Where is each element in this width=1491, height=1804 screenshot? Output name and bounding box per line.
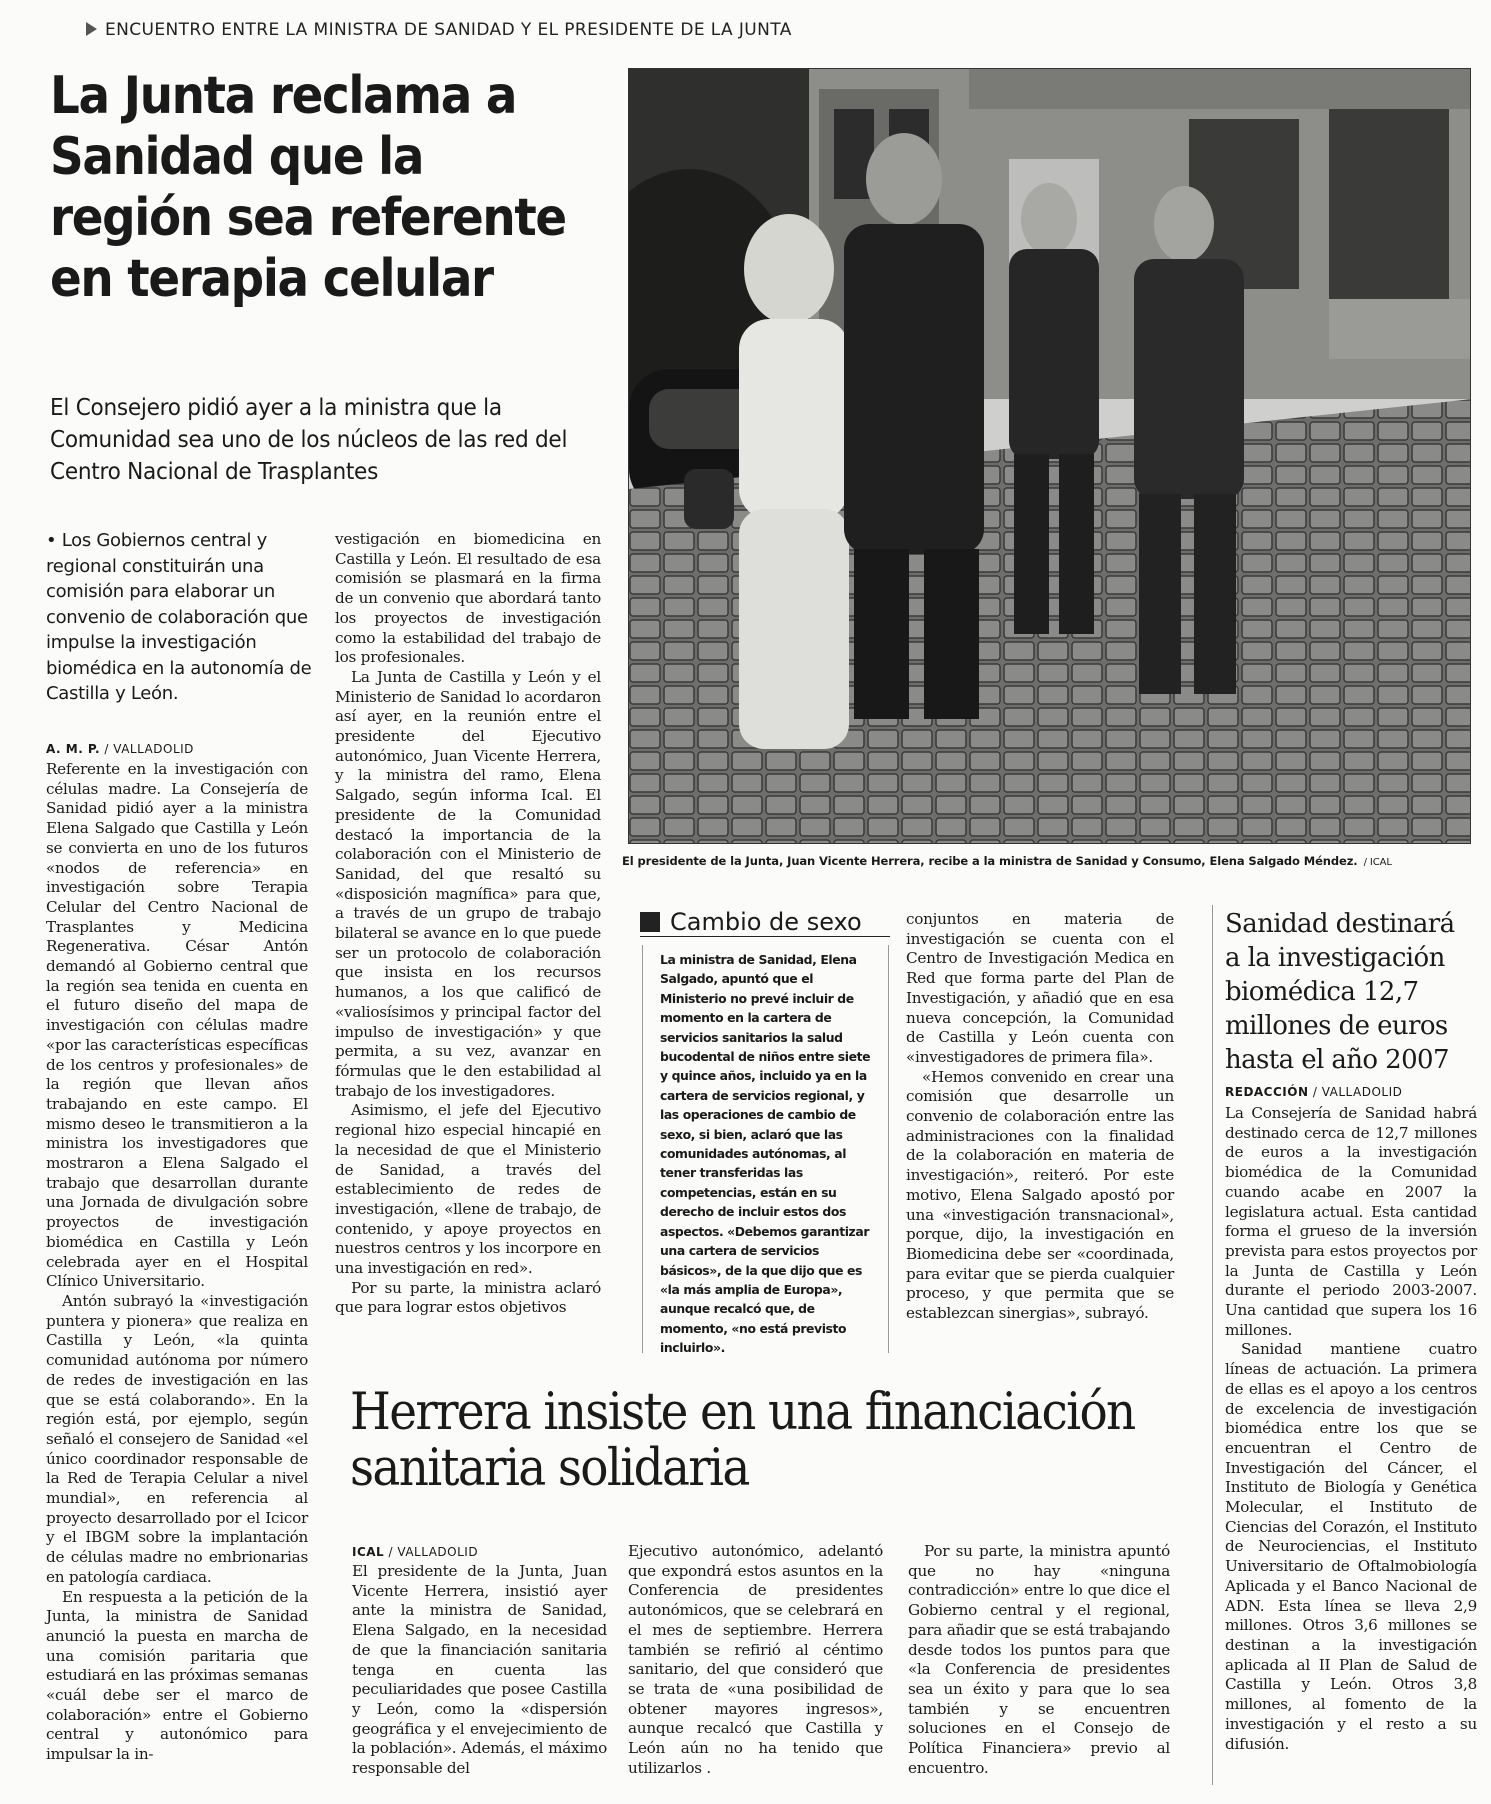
box-title-rule [640, 936, 890, 937]
right-story-title: Sanidad destinará a la investigación biomédica 12,7 millones de euros hasta el año 2007 [1225, 909, 1455, 1075]
photo-caption [622, 854, 1480, 868]
byline-author: ICAL [352, 1545, 385, 1559]
right-story-byline [1225, 1085, 1402, 1099]
box-title [640, 908, 862, 936]
box-left-rule [642, 945, 643, 1353]
headline: La Junta reclama a Sanidad que la región sea referente en terapia celular [50, 66, 566, 309]
paragraph: Antón subrayó la «investigación puntera y pionera» que realiza en Castilla y León, «la quinta comunidad autónoma por número de redes de investigación en las que se está colaborando». En la región está, por ejemplo, según señaló el consejero de Sanidad «el único coordinador responsable de la Red de Terapia Celular a nivel mundial», en referencia al proyecto desarrollado por el Icicor y el IBGM sobre la implantación de células madre no embrionarias en patología cardiaca. [46, 1291, 308, 1586]
caption-text: El presidente de la Junta, Juan Vicente Herrera, recibe a la ministra de Sanidad y Consumo, Elena Salgado Méndez. [622, 854, 1358, 868]
second-story-title: Herrera insiste en una financiación sanitaria solidaria [350, 1383, 1135, 1498]
main-column-3 [906, 910, 1174, 1324]
second-story-column-2 [628, 1542, 883, 1778]
main-column-2 [335, 530, 601, 1318]
paragraph: El presidente de la Junta, Juan Vicente Herrera, insistió ayer ante la ministra de Sanidad, Elena Salgado, en la necesidad de que la financiación sanitaria tenga en cuenta las peculiaridades que posee Castilla y León, como la «dispersión geográfica y el envejecimiento de la población». Además, el máximo responsable del [352, 1562, 607, 1778]
box-right-rule [888, 945, 889, 1353]
kicker [86, 20, 792, 40]
paragraph: Por su parte, la ministra aclaró que para lograr estos objetivos [335, 1278, 601, 1317]
paragraph: Ejecutivo autonómico, adelantó que expondrá estos asuntos en la Conferencia de presidentes autonómicos, que se celebrará en el mes de septiembre. Herrera también se refirió al céntimo sanitario, del que consideró que se trata de «una posibilidad de obtener mayores ingresos», aunque recalcó que Castilla y León aún no ha tenido que utilizarlos . [628, 1542, 883, 1777]
paragraph: En respuesta a la petición de la Junta, la ministra de Sanidad anunció la puesta en marcha de una comisión paritaria que estudiará en las próximas semanas «cuál debe ser el marco de colaboración» entre el Gobierno central y autonómico para impulsar la in- [46, 1587, 308, 1764]
news-photo [628, 68, 1471, 844]
box-text: La ministra de Sanidad, Elena Salgado, apuntó que el Ministerio no prevé incluir de momento en la cartera de servicios sanitarios la salud bucodental de niños entre siete y quince años, incluido ya en la cartera de servicios regional, y las operaciones de cambio de sexo, si bien, aclaró que las comunidades autónomas, al tener transferidas las competencias, están en su derecho de incluir estos dos aspectos. «Debemos garantizar una cartera de servicios básicos», de la que dijo que es «la más amplia de Europa», aunque recalcó que, de momento, «no está previsto incluirlo». [660, 952, 871, 1356]
byline-author: REDACCIÓN [1225, 1085, 1309, 1099]
paragraph: «Hemos convenido en crear una comisión que desarrolle un convenio de colaboración entre las administraciones con la finalidad de la colaboración en materia de investigación», reiteró. Por este motivo, Elena Salgado apostó por una «investigación transnacional», porque, dijo, la investigación en Biomedicina debe ser «coordinada, para evitar que se pierda cualquier proceso, y que permita que se establezcan sinergias», subrayó. [906, 1067, 1174, 1323]
box-logo-icon [640, 912, 660, 932]
paragraph: conjuntos en materia de investigación se cuenta con el Centro de Investigación Medica en Red que forma parte del Plan de Investigación, y añadió que en esa nueva concepción, la Comunidad de Castilla y León cuenta con «investigadores de primera fila». [906, 910, 1174, 1066]
byline-place: / VALLADOLID [1312, 1085, 1403, 1099]
paragraph: Referente en la investigación con células madre. La Consejería de Sanidad pidió ayer a la ministra Elena Salgado que Castilla y León se convierta en uno de los futuros «nodos de referencia» en investigación sobre Terapia Celular del Centro Nacional de Trasplantes y Medicina Regenerativa. César Antón demandó al Gobierno central que la región sea tenida en cuenta en el futuro diseño del mapa de investigación con células madre «por las características específicas de los centros y profesionales» de la región que llevan años trabajando en este campo. El mismo deseo le transmitieron a la ministra los investigadores que mostraron a Elena Salgado el trabajo que desarrollan durante una Jornada de divulgación sobre proyectos de investigación biomédica en Castilla y León celebrada ayer en el Hospital Clínico Universitario. [46, 760, 308, 1291]
photo-credit: / ICAL [1363, 857, 1392, 868]
paragraph: Sanidad mantiene cuatro líneas de actuación. La primera de ellas es el apoyo a los centros de excelencia de investigación biomédica entre los que se encuentran el Centro de Investigación del Cáncer, el Instituto de Biología y Genética Molecular, el Instituto de Ciencias del Corazón, el Instituto de Neurociencias, el Instituto Universitario de Oftalmobiología Aplicada y el Banco Nacional de ADN. Esta línea se lleva 2,9 millones. Otros 3,6 millones se destinan a la investigación aplicada al II Plan de Salud de Castilla y León. Otros 3,8 millones, al fomento de la investigación y el resto a su difusión. [1225, 1340, 1477, 1753]
right-story-text [1225, 1104, 1477, 1754]
byline-place: / VALLADOLID [104, 742, 194, 756]
paragraph: La Consejería de Sanidad habrá destinado cerca de 12,7 millones de euros a la investigación biomédica de la Comunidad cuando acabe en 2007 la legislatura actual. Esta cantidad forma el grueso de la inversión prevista para estos proyectos por la Junta de Castilla y León durante el periodo 2003-2007. Una cantidad que supera los 16 millones. [1225, 1104, 1477, 1339]
second-story-column-1 [352, 1562, 607, 1779]
lead-summary: • Los Gobiernos central y regional constituirán una comisión para elaborar un convenio de colaboración que impulse la investigación biomédica en la autonomía de Castilla y León. [46, 530, 312, 704]
subheadline: El Consejero pidió ayer a la ministra que la Comunidad sea uno de los núcleos de las red del Centro Nacional de Trasplantes [50, 395, 568, 485]
kicker-text: ENCUENTRO ENTRE LA MINISTRA DE SANIDAD Y EL PRESIDENTE DE LA JUNTA [105, 20, 792, 40]
byline-place: / VALLADOLID [388, 1545, 479, 1559]
byline-author: A. M. P. [46, 742, 101, 756]
box-title-text: Cambio de sexo [670, 908, 862, 936]
paragraph: Por su parte, la ministra apuntó que no hay «ninguna contradicción» entre lo que dice el Gobierno central y el regional, para añadir que se está trabajando desde todos los puntos para que «la Conferencia de presidentes sea un éxito y para que lo sea también y se encuentren soluciones en el Consejo de Política Financiera» previo al encuentro. [908, 1542, 1170, 1777]
second-story-column-3 [908, 1542, 1170, 1778]
photo-illustration [629, 69, 1471, 844]
main-column-1 [46, 760, 308, 1765]
paragraph: vestigación en biomedicina en Castilla y León. El resultado de esa comisión se plasmará en la firma de un convenio que abordará tanto los proyectos de investigación como la estabilidad del trabajo de los profesionales. [335, 530, 601, 667]
paragraph: La Junta de Castilla y León y el Ministerio de Sanidad lo acordaron así ayer, en la reunión entre el presidente del Ejecutivo autonómico, Juan Vicente Herrera, y la ministra del ramo, Elena Salgado, según informa Ical. El presidente de la Comunidad destacó la importancia de la colaboración con el Ministerio de Sanidad, del que resaltó su «disposición magnífica» para que, a través de un grupo de trabajo bilateral se avance en lo que puede ser un protocolo de colaboración que insista en los recursos humanos, a los que calificó de «valiosísimos y principal factor del impulso de investigación» y que permita, a su vez, avanzar en fórmulas que le den estabilidad al trabajo de los investigadores. [335, 667, 601, 1100]
triangle-bullet-icon [86, 22, 97, 36]
right-column-rule [1212, 905, 1213, 1785]
second-story-byline [352, 1545, 478, 1559]
paragraph: Asimismo, el jefe del Ejecutivo regional hizo especial hincapié en la necesidad de que el Ministerio de Sanidad, a través del establecimiento de redes de investigación, «llene de trabajo, de contenido, y apoye proyectos en nuestros centros y los incorpore en una investigación en red». [335, 1101, 601, 1278]
main-byline [46, 742, 194, 756]
